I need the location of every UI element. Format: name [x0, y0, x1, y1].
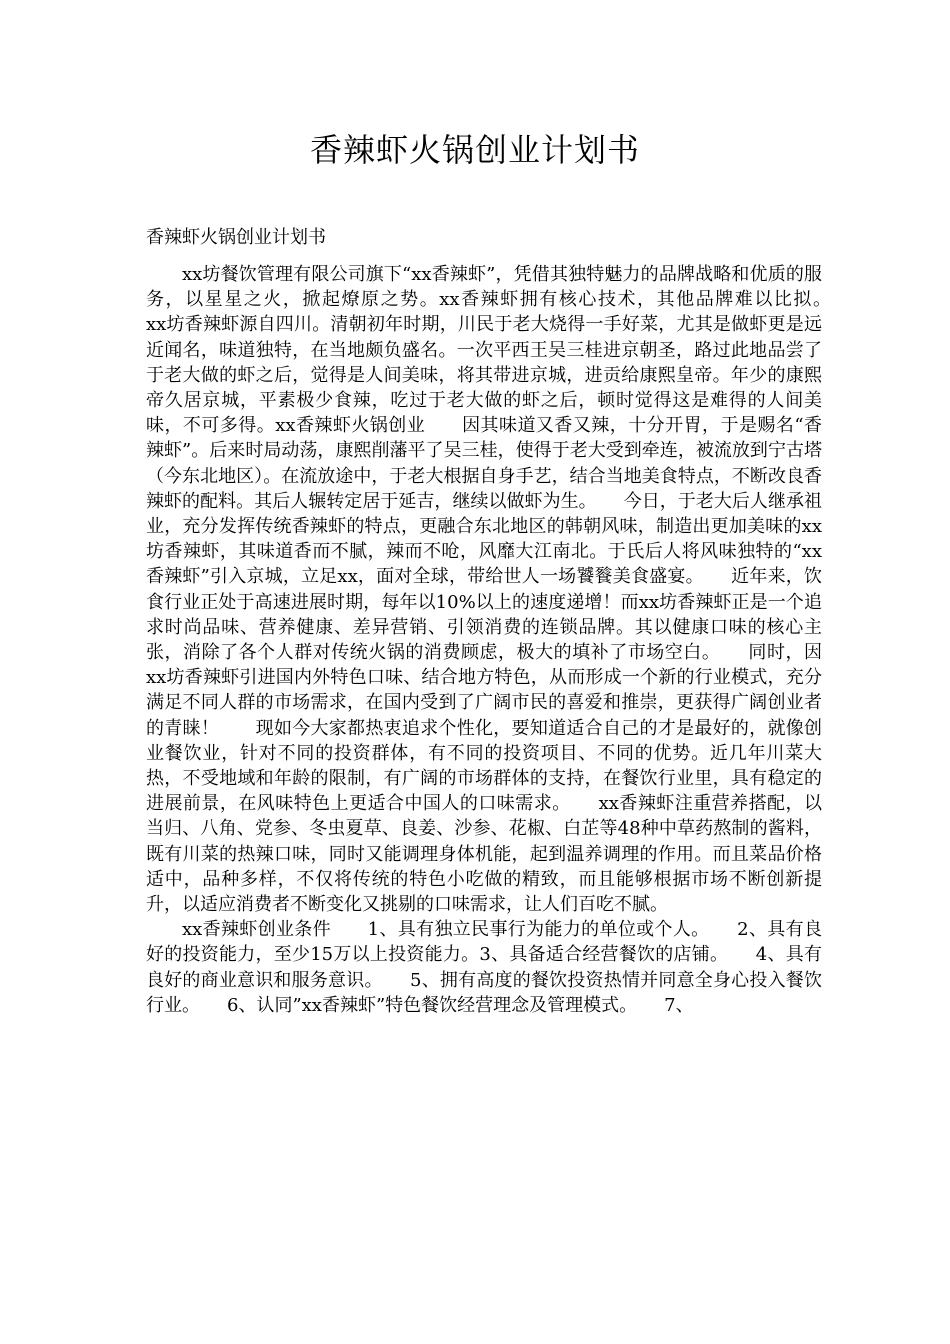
document-subtitle: 香辣虾火锅创业计划书 — [146, 227, 326, 248]
body-paragraph-conditions: xx香辣虾创业条件 1、具有独立民事行为能力的单位或个人。 2、具有良好的投资能力，至少15万以上投资能力。3、具备适合经营餐饮的店铺。 4、具有良好的商业意识和服务意识。 5、拥有高度的餐饮投资热情并同意全身心投入餐饮行业。 6、认同”xx香辣虾”特色餐饮经营理念及管理模式。 7、 — [146, 919, 822, 1016]
document-body — [146, 262, 858, 1018]
body-paragraph-history: xx坊餐饮管理有限公司旗下“xx香辣虾”，凭借其独特魅力的品牌战略和优质的服务，以星星之火，掀起燎原之势。xx香辣虾拥有核心技术，其他品牌难以比拟。 xx坊香辣虾源自四川。清朝初年时期，川民于老大烧得一手好菜，尤其是做虾更是远近闻名，味道独特，在当地颇负盛名。一次平西王吴三桂进京朝圣，路过此地品尝了于老大做的虾之后，觉得是人间美味，将其带进京城，进贡给康熙皇帝。年少的康熙帝久居京城，平素极少食辣，吃过于老大做的虾之后，顿时觉得这是难得的人间美味，不可多得。xx香辣虾火锅创业 因其味道又香又辣，十分开胃，于是赐名“香辣虾”。后来时局动荡，康熙削藩平了吴三桂，使得于老大受到牵连，被流放到宁古塔（今东北地区）。在流放途中，于老大根据自身手艺，结合当地美食特点，不断改良香辣虾的配料。其后人辗转定居于延吉，继续以做虾为生。 今日，于老大后人继承祖业，充分发挥传统香辣虾的特点，更融合东北地区的韩朝风味，制造出更加美味的xx坊香辣虾，其味道香而不腻，辣而不呛，风靡大江南北。于氏后人将风味独特的“xx香辣虾”引入京城，立足xx，面对全球，带给世人一场饕餮美食盛宴。 近年来，饮食行业正处于高速进展时期，每年以10%以上的速度递增！而xx坊香辣虾正是一个追求时尚品味、营养健康、差异营销、引领消费的连锁品牌。其以健康口味的核心主张，消除了各个人群对传统火锅的消费顾虑，极大的填补了市场空白。 同时，因xx坊香辣虾引进国内外特色口味、结合地方特色，从而形成一个新的行业模式，充分满足不同人群的市场需求，在国内受到了广阔市民的喜爱和推崇，更获得广阔创业者的青睐！ 现如今大家都热衷追求个性化，要知道适合自己的才是最好的，就像创业餐饮业，针对不同的投资群体，有不同的投资项目、不同的优势。近几年川菜大热，不受地域和年龄的限制，有广阔的市场群体的支持，在餐饮行业里，具有稳定的进展前景，在风味特色上更适合中国人的口味需求。 xx香辣虾注重营养搭配，以当归、八角、党参、冬虫夏草、良姜、沙参、花椒、白芷等48种中草药熬制的酱料，既有川菜的热辣口味，同时又能调理身体机能，起到温养调理的作用。而且菜品价格适中，品种多样，不仅将传统的特色小吃做的精致，而且能够根据市场不断创新提升，以适应消费者不断变化又挑剔的口味需求，让人们百吃不腻。 — [146, 264, 858, 916]
document-title: 香辣虾火锅创业计划书 — [309, 131, 640, 169]
